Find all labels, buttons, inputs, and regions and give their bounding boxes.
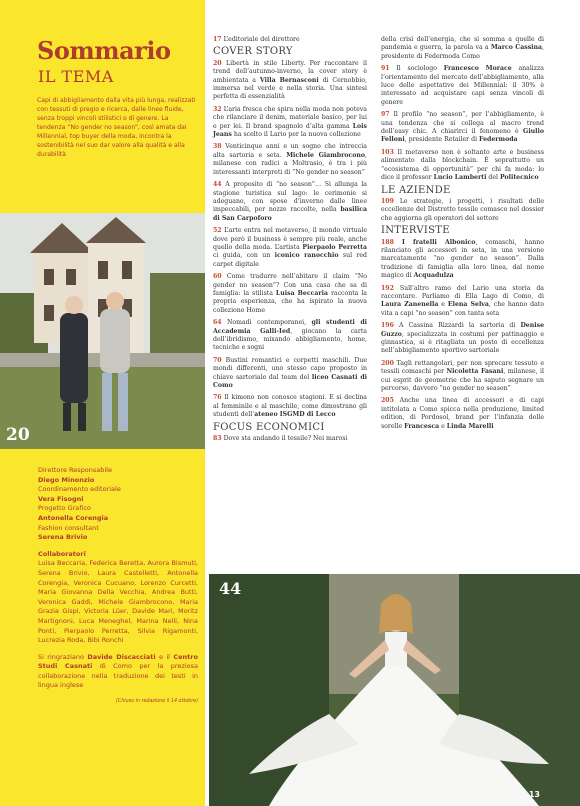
theme-intro: Capi di abbigliamento dalla vita più lunga, realizzati con tessuti di pregio e ricerca, dalle linee fluide, senza troppi vincoli stilistici o di genere. La tendenza “No gender no season”, così amata dai Millennial, top buyer della moda, incontra la sostenibilità nel suo dar valore alla qualità e alla durabilità xyxy=(37,97,196,158)
coordination-name: Vera Fisogni xyxy=(38,494,84,503)
toc-entry[interactable]: 64 Nomadi contemporanei, gli studenti di Accademia Galli-Ied, giocano la carta dell’ibridismo, mixando abbigliamento, home, tecniche e sogni xyxy=(213,319,368,352)
closing-note: (Chiuso in redazione il 14 ottobre) xyxy=(116,699,198,705)
page-title: Sommario xyxy=(37,36,171,65)
fashion-name: Serena Brivio xyxy=(38,533,88,542)
toc-entry[interactable]: 76 Il kimono non conosce stagioni. E si declina al femminile e al maschile, come dimostrano gli studenti dell’ateneo ISGMD di Lecco xyxy=(213,394,367,419)
collaborators-list: Luisa Beccaria, Federica Beretta, Aurora Bismuti, Serena Brivio, Laura Castelletti, Antonella Corengia, Veronica Cucuano, Lorenzo Curcetti, Maria Giovanna Della Vecchia, Andrea Butti, Veronica Gaddi, Michele Giambrocono, Maria Grazia Gispi, Victoria Lüer, Davide Mari, Moritz Martignoni, Luca Meneghel, Marina Nelli, Nina Ponti, Pierpaolo Perretta, Silvia Rigamonti, Lucrezia Roda, Bibi Ronchi xyxy=(38,559,198,645)
toc-entry[interactable]: 205 Anche una linea di accessori e di capi intitolata a Como spicca nella produzione, limited edition, di Pordosol, brand per l’infanzia delle sorelle Francesca e Linda Marelli xyxy=(381,397,545,430)
toc-entry[interactable]: 97 Il profilo “no season”, per l’abbigliamento, è una tendenza che si collega al macro trend dell’easy chic. A chiarirci il fenomeno è Giulio Felloni, presidente Retailer di Federmoda xyxy=(381,111,544,144)
page-number: 13 xyxy=(528,790,540,799)
toc-entry[interactable]: 60 Come tradurre nell’abitare il claim “No gender no season”? Con una casa che sa di famiglia: la stilista Luisa Beccaria racconta la propria esperienza, che ha ispirato la nuova collezione Home xyxy=(213,273,367,314)
villa-illustration xyxy=(0,213,205,449)
right-column xyxy=(381,36,544,435)
photo-page-number: 20 xyxy=(6,425,30,445)
section-heading-aziende: LE AZIENDE xyxy=(381,184,451,196)
bride-illustration xyxy=(209,574,580,806)
director-role: Direttore Responsabile xyxy=(38,466,112,474)
graphic-role: Progetto Grafico xyxy=(38,504,91,513)
director-name: Diego Minonzio xyxy=(38,475,95,484)
collaborators-heading: Collaboratori xyxy=(38,549,86,558)
bride-photo xyxy=(209,574,580,806)
left-column xyxy=(0,0,205,806)
middle-column xyxy=(213,36,367,447)
toc-entry[interactable]: 200 Tagli rettangolari, per non sprecare tessuto e tessili comaschi per Nicoletta Fasani, milanese, il cui esprit de geometrie che ha saputo segnare un percorso, davvero “no gender no season” xyxy=(381,359,544,393)
section-heading-focus: FOCUS ECONOMICI xyxy=(213,421,325,433)
toc-entry[interactable]: 32 L’aria fresca che spira nella moda non poteva che rilanciare il denim, materiale basico, per lui e per lei. Il brand spagnolo d’alta gamma Lois Jeans ha scelto il Lario per la nuova collezione xyxy=(213,105,367,139)
toc-entry[interactable]: 91 Il sociologo Francesco Morace analizza l’orientamento del mercato dell’abbigliamento, alla luce delle aspettative dei Millennial: il 30% è interessato ad acquistare capi senza vincoli di genere xyxy=(381,65,544,106)
toc-entry[interactable]: 20 Libertà in stile Liberty. Per raccontare il trend dell’autunno-inverno, la cover story è ambientata a Villa Bernasconi di Cernobbio, immersa nel verde e nella storia. Una sintesi perfetta di essenzialità xyxy=(213,59,367,101)
section-heading-interviste: INTERVISTE xyxy=(381,225,450,237)
toc-entry[interactable]: 44 A proposito di “no season”… Si allunga la stagione turistica sul lago: le cerimonie si adeguano, con spose d’inverno dalle linee impeccabili, per nozze raccolte, nella basilica di San Carpoforo xyxy=(213,181,368,222)
toc-entry[interactable]: 83 Dove sta andando il tessile? Nei marosi xyxy=(213,435,348,443)
toc-entry[interactable]: 109 Le strategie, i progetti, i risultati delle eccellenze del Distretto tessile comasco nel dossier che aggiorna gli operatori del settore xyxy=(381,197,545,222)
toc-entry[interactable]: 192 Sull’altro ramo del Lario una storia da raccontare. Parliamo di Ella Lago di Como, di Laura Zanenella e Elena Selva, che hanno dato vita a capi “no season” con tanta seta xyxy=(381,284,545,317)
toc-entry[interactable]: 188 I fratelli Albonico, comaschi, hanno rilanciato gli accessori in seta, in una versione marcatamente “no gender no season”. Dalla tradizione di famiglia alla loro linea, dal nome magico di Acquadulza xyxy=(381,238,545,280)
toc-entry[interactable]: 70 Bustini romantici e corpetti maschili. Due mondi differenti, uno stesso capo proposto in chiave sartoriale dal team del liceo Casnati di Como xyxy=(213,356,368,390)
toc-entry[interactable]: 17 L’editoriale del direttore xyxy=(213,36,300,43)
coordination-role: Coordinamento editoriale xyxy=(38,485,121,494)
theme-heading: IL TEMA xyxy=(38,67,114,86)
toc-entry[interactable]: 38 Venticinque anni e un sogno che intreccia alta sartoria e seta. Michele Giambrocono, milanese con radici a Moltrasio, è tra i più interessanti interpreti di “No gender no season” xyxy=(213,143,367,176)
thanks-note: Si ringraziano Davide Discacciati e il Centro Studi Casnati di Como per la preziosa collaborazione nella traduzione dei testi in lingua inglese xyxy=(38,652,198,690)
fashion-role: Fashion consultant xyxy=(38,523,99,532)
section-heading-cover-story: COVER STORY xyxy=(213,46,293,58)
toc-entry[interactable]: 52 L’arte entra nel metaverso, il mondo virtuale dove però il business è sempre più reale, anche quello della moda. L’artista Pierpaolo Perretta ci guida, con un iconico ranocchio sul red carpet digitale xyxy=(213,227,368,268)
toc-entry-continued[interactable]: della crisi dell’energia, che si somma a quelle di pandemia e guerra, la parola va a Marco Cassina, presidente di Federmoda Como xyxy=(381,36,545,60)
photo-page-number: 44 xyxy=(219,579,242,598)
toc-entry[interactable]: 196 A Cassina Rizzardi la sartoria di Denise Guzzo, specializzata in costumi per pattinaggio e ginnastica, si è ritagliata un posto di eccellenza nell’abbigliamento sportivo sartoriale xyxy=(381,322,545,355)
credits xyxy=(38,466,198,707)
villa-photo xyxy=(0,213,205,449)
toc-entry[interactable]: 103 Il metaverso non è soltanto arte e business alimentato dalla blockchain. È soprattutto un “ecosistema di opportunità” per chi fa moda: lo dice il professor Lucio Lamberti del Politecnico xyxy=(381,148,545,182)
graphic-name: Antonella Corengia xyxy=(38,513,109,522)
